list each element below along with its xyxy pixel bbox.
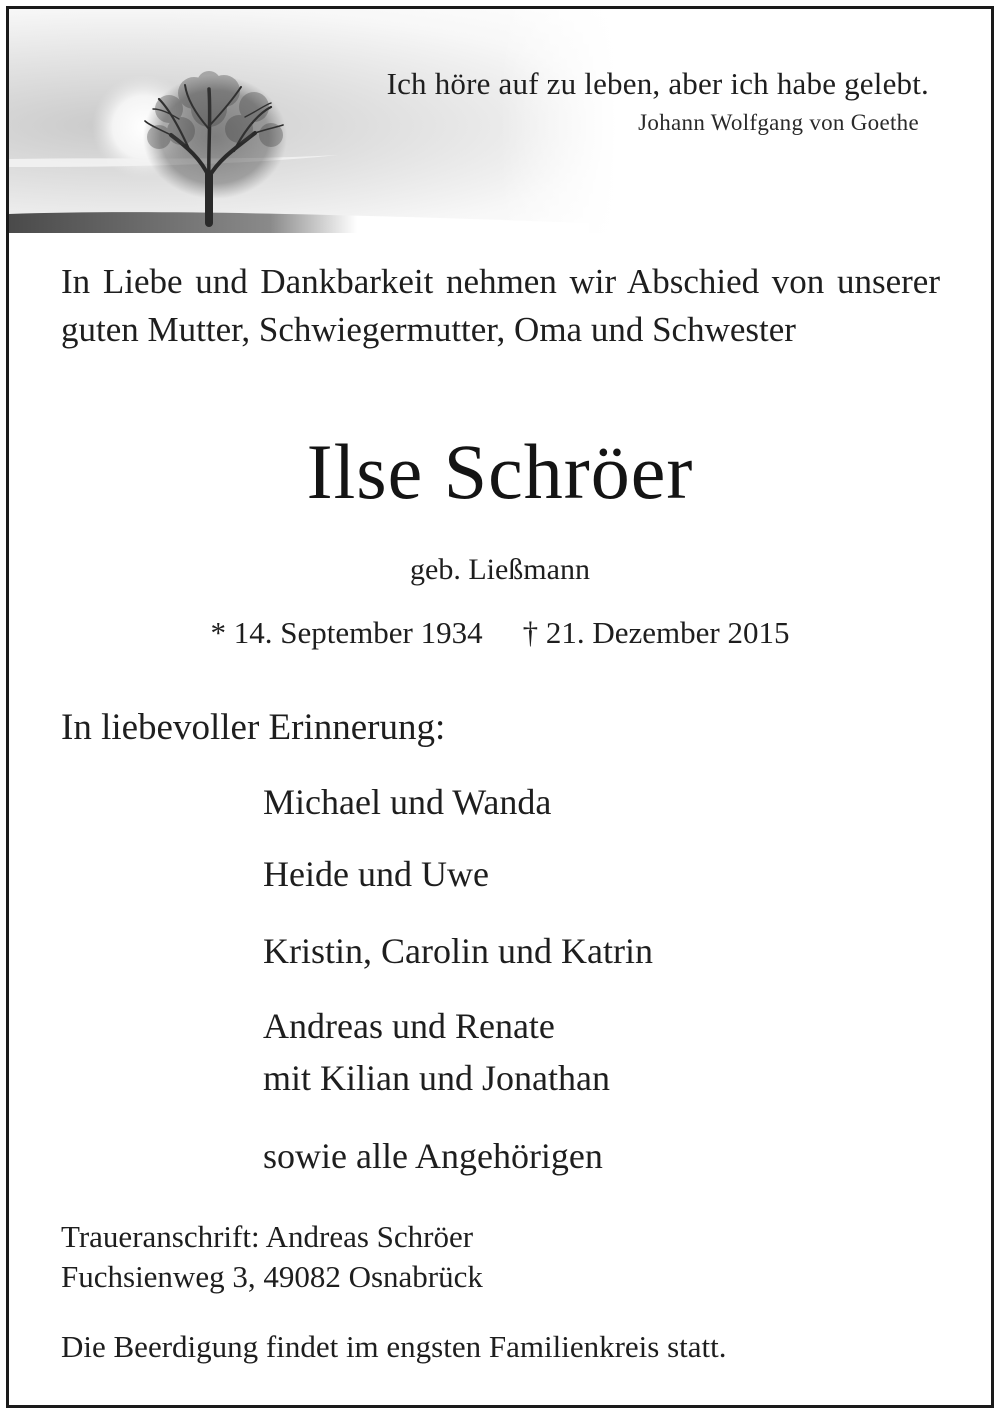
death-date: † 21. Dezember 2015 [522, 615, 790, 650]
deceased-name: Ilse Schröer [306, 428, 694, 515]
mourning-address [61, 1217, 483, 1297]
mourner-line: Kristin, Carolin und Katrin [263, 931, 653, 971]
mourner-line: Andreas und Renate [263, 1006, 555, 1046]
mourner-line: Heide und Uwe [263, 854, 489, 894]
burial-note: Die Beerdigung findet im engsten Familienkreis statt. [61, 1329, 727, 1364]
mourner-line: Michael und Wanda [263, 782, 552, 822]
address-line: Traueranschrift: Andreas Schröer [61, 1219, 474, 1254]
quote-author: Johann Wolfgang von Goethe [638, 110, 919, 135]
memory-heading: In liebevoller Erinnerung: [61, 707, 446, 748]
birth-date: * 14. September 1934 [210, 615, 483, 650]
life-dates [0, 615, 1000, 651]
mourner-line: mit Kilian und Jonathan [263, 1058, 610, 1098]
quote-text: Ich höre auf zu leben, aber ich habe gelebt. [386, 66, 929, 101]
address-line: Fuchsienweg 3, 49082 Osnabrück [61, 1259, 483, 1294]
maiden-name: geb. Ließmann [410, 553, 590, 586]
header-banner [9, 9, 991, 233]
intro-text: In Liebe und Dankbarkeit nehmen wir Abschied von unserer guten Mutter, Schwiegermutter, Oma und Schwester [61, 262, 940, 349]
mourner-line: sowie alle Angehörigen [263, 1136, 603, 1176]
